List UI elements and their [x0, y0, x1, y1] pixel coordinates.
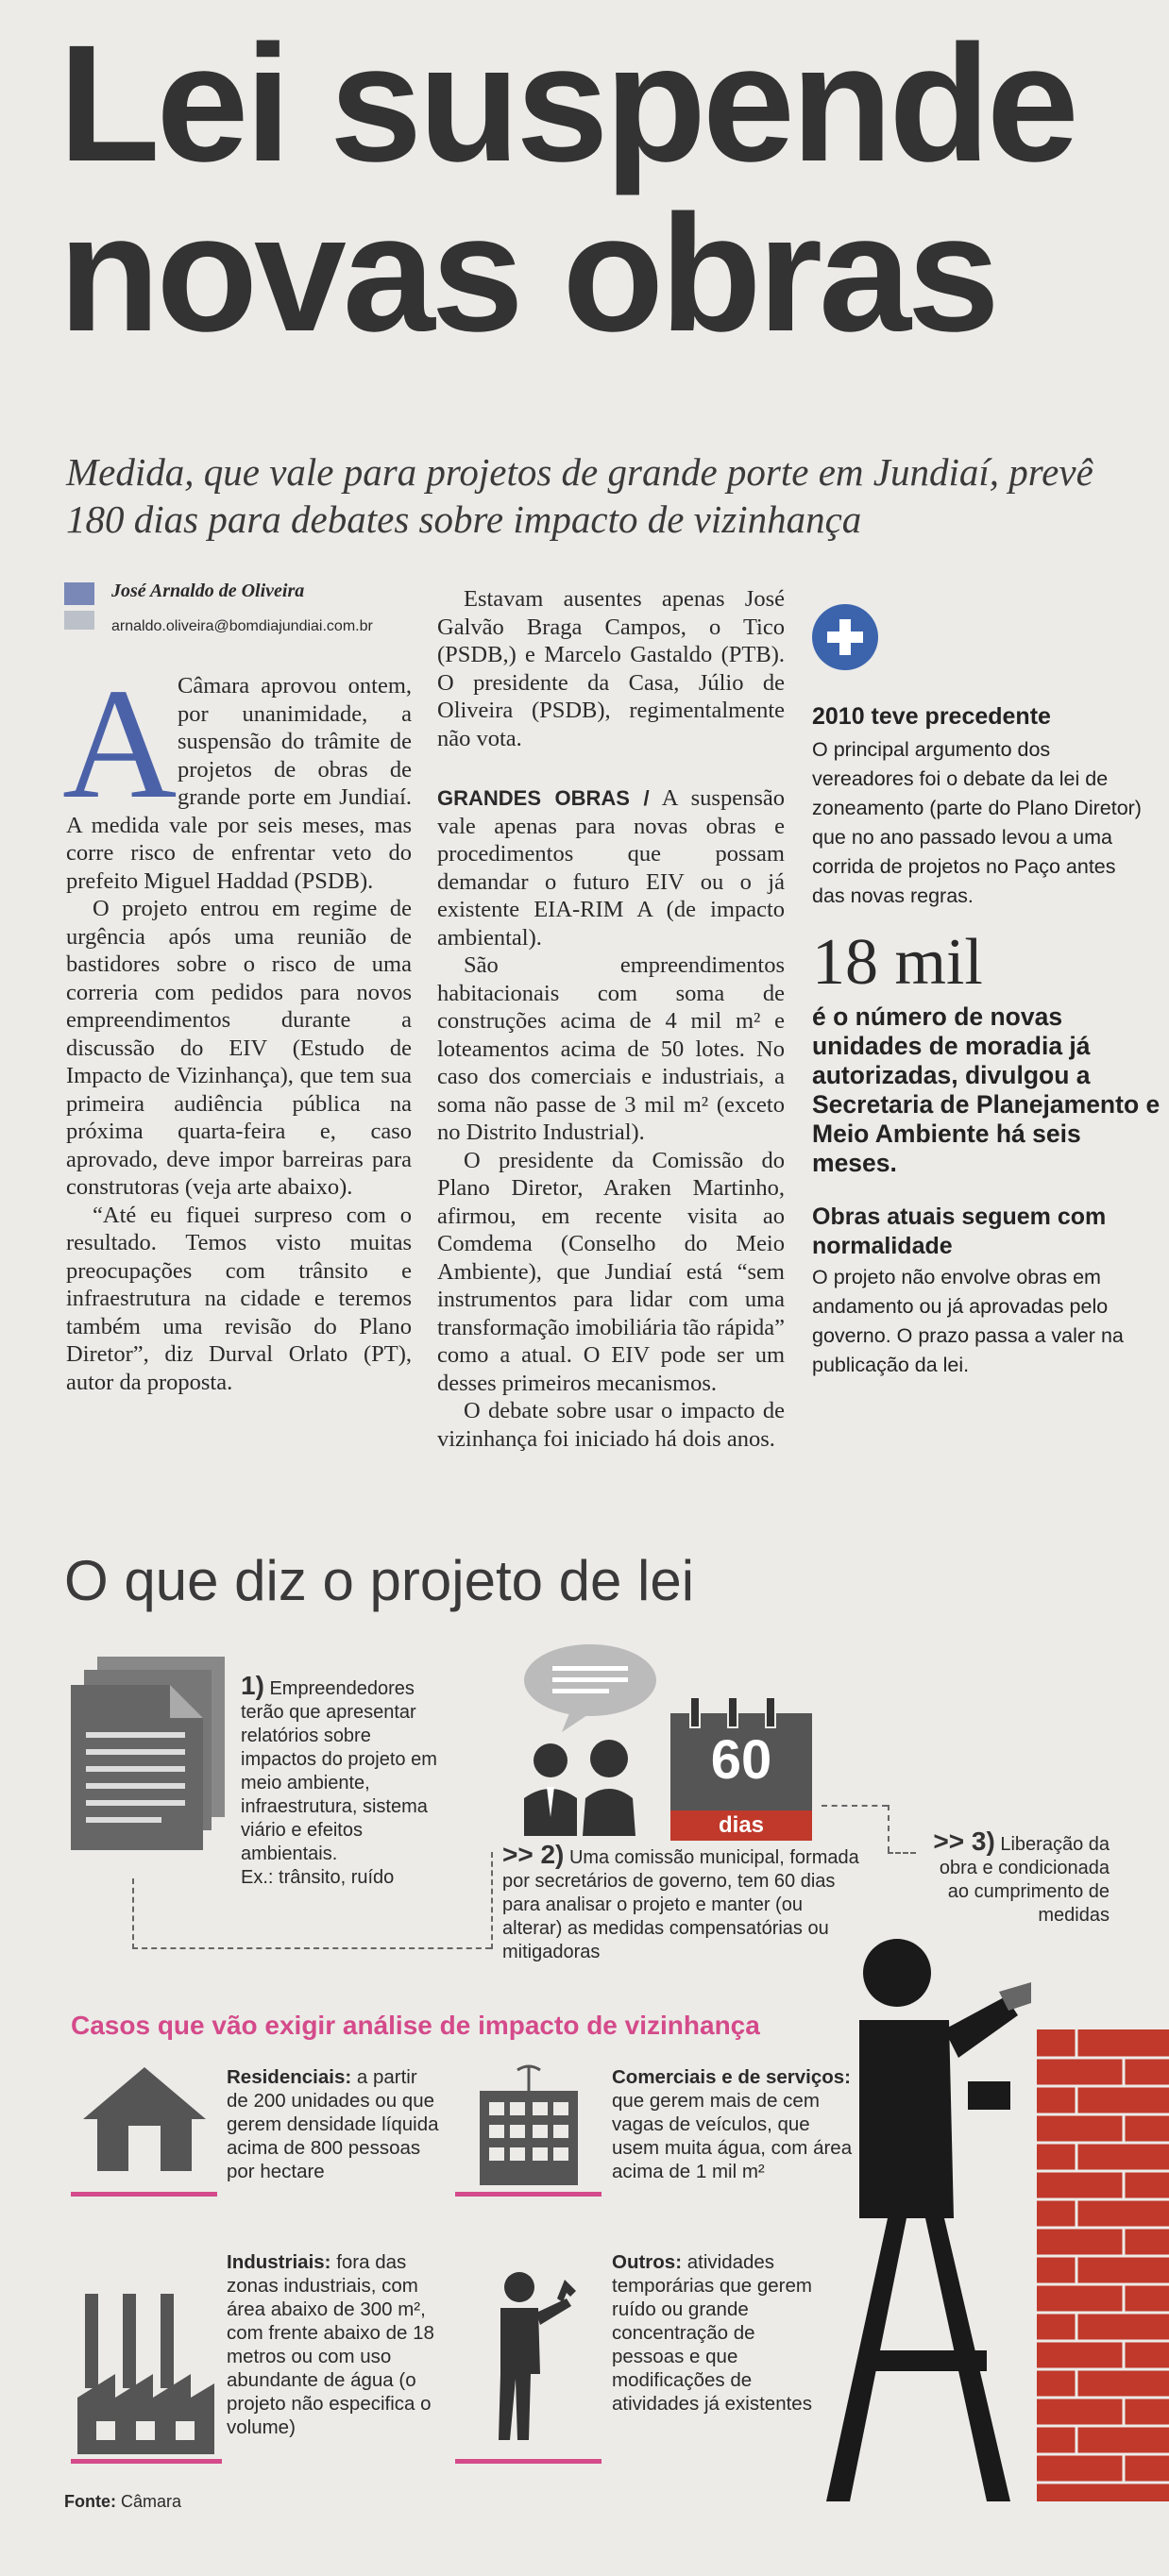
subheadline: Medida, que vale para projetos de grande porte em Jundiaí, prevê 180 dias para debates sobre impacto de vizinhança: [66, 450, 1093, 541]
worker-wrench-icon: [482, 2270, 585, 2440]
connector-line: [888, 1852, 916, 1855]
plus-icon: [812, 604, 878, 670]
step-3: [921, 1829, 1110, 1928]
case-residential: [227, 2065, 444, 2183]
byline-marker-secondary: [64, 611, 94, 630]
connector-line: [491, 1852, 494, 1949]
divider: [71, 2192, 217, 2197]
house-icon: [83, 2067, 206, 2176]
divider: [455, 2459, 601, 2464]
step-2-number: >> 2): [502, 1840, 565, 1869]
source-text: Câmara: [121, 2492, 182, 2511]
step-1-number: 1): [241, 1671, 264, 1700]
article-column-1: [62, 656, 412, 1396]
precedent-title: 2010 teve precedente: [812, 703, 1051, 730]
article-paragraph-6: São empreendimentos habitacionais com soma de construções acima de 4 mil m² e loteamentos acima de 50 lotes. No caso dos comerciais e industriais, a soma não passe de 3 mil m² (exceto no Distrito Industrial).: [437, 952, 785, 1145]
section-heading: GRANDES OBRAS /: [437, 786, 650, 810]
connector-line: [888, 1805, 890, 1852]
article-paragraph-8: O debate sobre usar o impacto de vizinhança foi iniciado há dois anos.: [437, 1398, 785, 1452]
article-paragraph-7: O presidente da Comissão do Plano Diretor, Araken Martinho, afirmou, em recente visita ao Comdema (Conselho do Meio Ambiente), que Jundiaí está “sem instrumentos para lidar com uma transformação imobiliária tão rápida” como a atual. O EIV pode ser um desses primeiros mecanismos.: [437, 1147, 786, 1396]
case-industrial-label: Industriais:: [227, 2251, 331, 2273]
case-commercial-text: que gerem mais de cem vagas de veículos, que usem muita água, com área acima de 1 mil m²: [612, 2090, 853, 2182]
drop-cap: A: [62, 656, 178, 832]
big-number-text: é o número de novas unidades de moradia já autorizadas, divulgou a Secretaria de Planejamento e Meio Ambiente há seis meses.: [812, 1002, 1161, 1177]
connector-line: [132, 1947, 491, 1950]
connector-line: [822, 1805, 888, 1808]
document-icon: [71, 1657, 236, 1874]
works-title: Obras atuais seguem com normalidade: [812, 1204, 1107, 1259]
step-2-text: Uma comissão municipal, formada por secretários de governo, tem 60 dias para analisar o projeto e manter (ou alterar) as medidas compensatórias ou mitigadoras: [502, 1847, 859, 1962]
headline: Lei suspende novas obras: [59, 11, 1076, 366]
calendar-label: dias: [670, 1810, 812, 1841]
byline-author: José Arnaldo de Oliveira: [111, 581, 305, 601]
step-1: [241, 1671, 449, 1890]
step-1-text: Empreendedores terão que apresentar relatórios sobre impactos do projeto em meio ambiente, infraestrutura, sistema viário e efeitos ambientais.: [241, 1678, 437, 1864]
case-residential-label: Residenciais:: [227, 2066, 352, 2088]
cases-title: Casos que vão exigir análise de impacto de vizinhança: [71, 2011, 760, 2040]
precedent-body: O principal argumento dos vereadores foi o debate da lei de zoneamento (parte do Plano Diretor) que no ano passado levou a uma corrida de projetos no Paço antes das novas regras.: [812, 738, 1142, 907]
calendar-icon: [670, 1713, 812, 1841]
works-body: O projeto não envolve obras em andamento ou já aprovadas pelo governo. O prazo passa a valer na publicação da lei.: [812, 1266, 1124, 1376]
case-industrial: [227, 2250, 449, 2439]
article-paragraph-4: Estavam ausentes apenas José Galvão Braga Campos, o Tico (PSDB,) e Marcelo Gastaldo (PTB). O presidente da Casa, Júlio de Oliveira (PSDB), regimentalmente não vota.: [437, 586, 785, 751]
factory-icon: [77, 2294, 214, 2454]
source-note: [64, 2492, 181, 2512]
big-number: 18 mil: [812, 926, 983, 999]
case-others-label: Outros:: [612, 2251, 683, 2273]
case-others-text: atividades temporárias que gerem ruído ou grande concentração de pessoas e que modificações de atividades já existentes: [612, 2251, 812, 2415]
article-paragraph-3: “Até eu fiquei surpreso com o resultado. Temos visto muitas preocupações com trânsito e infraestrutura na cidade e teremos também uma revisão do Plano Diretor”, diz Durval Orlato (PT), autor da proposta.: [66, 1202, 412, 1395]
construction-worker-icon: [784, 1935, 1169, 2501]
step-3-number: >> 3): [933, 1827, 995, 1856]
case-industrial-text: fora das zonas industriais, com área abaixo de 300 m², com frente abaixo de 18 metros ou com uso abundante de água (o projeto não especifica o volume): [227, 2251, 434, 2438]
byline-marker: [64, 582, 94, 605]
calendar-number: 60: [710, 1729, 772, 1791]
byline-email: arnaldo.oliveira@bomdiajundiai.com.br: [111, 618, 373, 634]
step-1-example: Ex.: trânsito, ruído: [241, 1867, 395, 1888]
article-paragraph-2: O projeto entrou em regime de urgência após uma reunião de bastidores sobre o risco de uma correria com pedidos para novos empreendimentos durante a discussão do EIV (Estudo de Impacto de Vizinhança), que tem sua primeira audiência pública na próxima quarta-feira e, caso aprovado, deve impor barreiras para construtoras (veja arte abaixo).: [66, 896, 412, 1200]
source-label: Fonte:: [64, 2492, 116, 2511]
infographic-title: O que diz o projeto de lei: [64, 1549, 695, 1612]
step-3-text: Liberação da obra e condicionada ao cumprimento de medidas: [939, 1834, 1110, 1926]
divider: [71, 2459, 222, 2464]
case-residential-text: a partir de 200 unidades ou que gerem densidade líquida acima de 800 pessoas por hectare: [227, 2066, 439, 2182]
commission-people-icon: [496, 1638, 666, 1841]
article-paragraph-1: Câmara aprovou ontem, por unanimidade, a suspensão do trâmite de projetos de obras de grande porte em Jundiaí. A medida vale por seis meses, mas corre risco de enfrentar veto do prefeito Miguel Haddad (PSDB).: [66, 673, 412, 894]
case-commercial-label: Comerciais e de serviços:: [612, 2066, 851, 2088]
divider: [455, 2192, 601, 2197]
building-icon: [472, 2062, 585, 2185]
article-paragraph-5: A suspensão vale apenas para novas obras e procedimentos que possam demandar o futuro EIV ou o já existente EIA-RIM A (de impacto ambiental).: [437, 785, 785, 951]
connector-line: [132, 1878, 135, 1949]
article-column-2: [437, 585, 785, 1453]
